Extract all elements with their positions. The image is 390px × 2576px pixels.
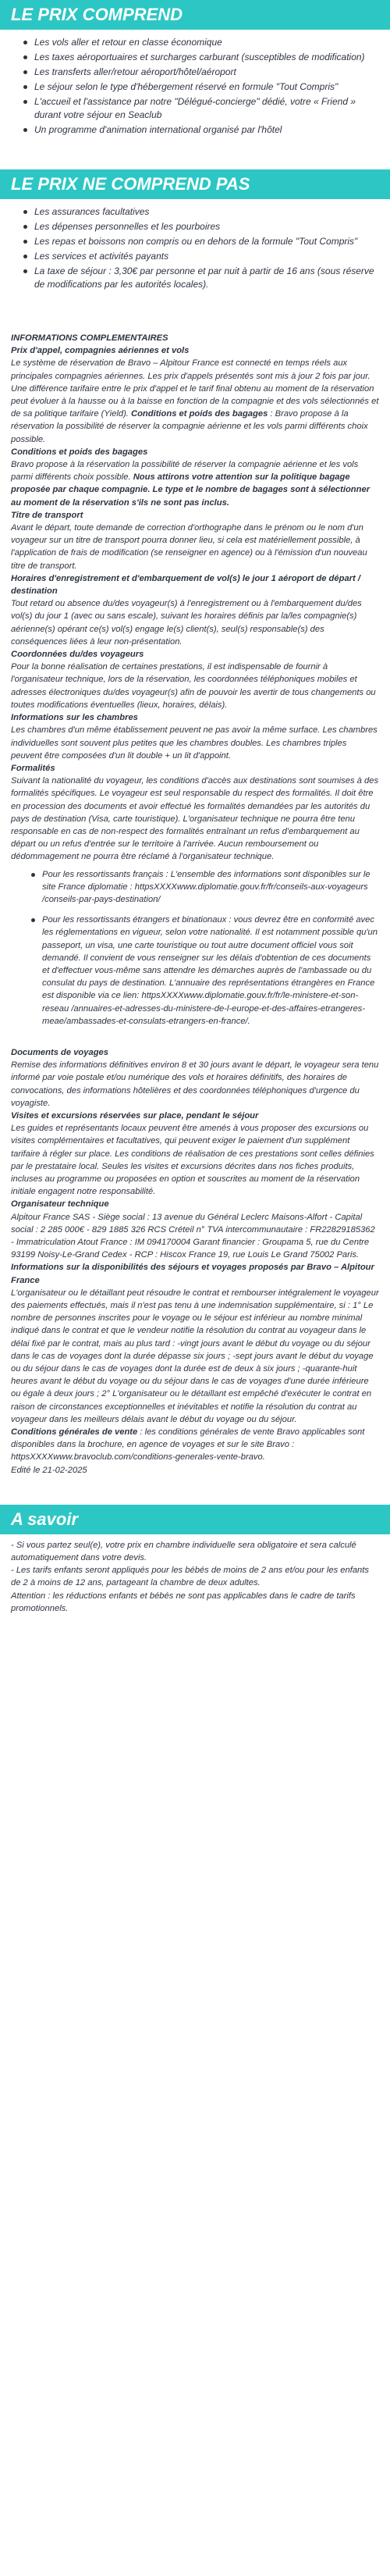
edite-date: Edité le 21-02-2025 [11, 1465, 87, 1475]
bagages-text [11, 458, 379, 509]
excluded-title: LE PRIX NE COMPREND PAS [11, 174, 250, 194]
asavoir-line: - Si vous partez seul(e), votre prix en chambre individuelle sera obligatoire et sera calculé automatiquement dans votre devis. [11, 1540, 356, 1563]
bagages-body: Bravo propose à la réservation la possibilité de réserver la compagnie aérienne et les vols parmi différents choix possible. [11, 460, 359, 483]
organisateur-text: Alpitour France SAS - Siège social : 13 avenue du Général Leclerc Maisons-Alfort - Capital social : 2 285 000€ - 829 1885 326 RCS Créteil n° TVA intercommunautaire : FR22829185362 - Immatriculation Atout France : IM 094170004 Garant financier : Groupama 5, rue du Centre 93199 Noisy-Le-Grand Cedex - RCP : Hiscox France 19, rue Louis Le Grand 75002 Paris. [11, 1212, 375, 1260]
documents-heading: Documents de voyages [11, 1047, 108, 1057]
list-item: Les vols aller et retour en classe économique [34, 36, 379, 49]
cgv-text [11, 1426, 379, 1464]
list-item: Pour les ressortissants français : L'ensemble des informations sont disponibles sur le site France diplomatie : httpsXXXXwww.diplomatie.gouv.fr/fr/conseils-aux-voyageurs /conseils-par-pays-destination/ [42, 868, 379, 907]
bagages-emphasis: Nous attirons votre attention sur la politique bagage proposée par chaque compagnie. Le type et le nombre de bagages sont à sélectionner au moment de la réservation s'ils ne sont pas inclus. [11, 472, 370, 508]
chambres-text: Les chambres d'un même établissement peuvent ne pas avoir la même surface. Les chambres individuelles sont souvent plus petites que les chambres doubles. Les chambres triples peuvent être composées d'un lit double + un lit d'appoint. [11, 725, 378, 761]
documents-text: Remise des informations définitives environ 8 et 30 jours avant le départ, le voyageur sera tenu informé par voie postale et/ou numérique des vols et horaires définitifs, des horaires de convocations, des informations hôtelières et des coordonnées téléphoniques d'urgence du voyagiste. [11, 1060, 379, 1108]
prix-appel-text [11, 357, 379, 445]
horaires-text: Tout retard ou absence du/des voyageur(s) à l'enregistrement ou à l'embarquement du/des vol(s) du jour 1 (avec ou sans escale), suivant les horaires définis par la/les compagnie(s) aérienne(s) opérant ce(s) vol(s) engage le(s) client(s), seul(s) responsable(s) des conséquences liées à leur non-présentation. [11, 599, 362, 647]
horaires-heading: Horaires d'enregistrement et d'embarquement de vol(s) le jour 1 aéroport de départ / destination [11, 573, 360, 597]
visites-text: Les guides et représentants locaux peuvent être amenés à vous proposer des excursions ou visites complémentaires et facultatives, qui peuvent exiger le paiement d'un supplément tarifaire à régler sur place. Les conditions de réalisation de ces prestations sont celles définies par le prestataire local. Seules les visites et excursions décrites dans nos fiches produits, incluses au programme ou proposées en option et souscrites au moment de la réservation initiale engagent notre responsabilité. [11, 1124, 374, 1197]
visites-heading: Visites et excursions réservées sur place, pendant le séjour [11, 1110, 259, 1121]
list-item: La taxe de séjour : 3,30€ par personne et par nuit à partir de 16 ans (sous réserve de modifications par les autorités locales). [34, 265, 379, 291]
additional-info [0, 324, 390, 1484]
bagages-inline-heading: Conditions et poids des bagages [131, 409, 268, 419]
asavoir-title: A savoir [11, 1509, 79, 1529]
list-item: Les taxes aéroportuaires et surcharges carburant (susceptibles de modification) [34, 51, 379, 64]
asavoir-banner [0, 1505, 390, 1534]
disponibilite-text: L'organisateur ou le détaillant peut résoudre le contrat et rembourser intégralement le voyageur des paiements effectués, mais il n'est pas tenu à une indemnisation supplémentaire, si : 1° Le nombre de personnes inscrites pour le voyage ou le séjour est inférieur au nombre minimal indiqué dans le contrat et que le vendeur notifie la résolution du contrat au voyageur dans le délai fixé par le contrat, mais au plus tard : -vingt jours avant le début du voyage ou du séjour dans le cas de voyages dont la durée dépasse six jours ; -sept jours avant le début du voyage ou du séjour dans le cas de voyages dont la durée est de deux à six jours ; -quarante-huit heures avant le début du voyage ou du séjour dans le cas de voyages d'une durée inférieure ou égale à deux jours ; 2° L'organisateur ou le détaillant est empêché d'exécuter le contrat en raison de circonstances exceptionnelles et inévitables et notifie la résolution du contrat au voyageur dans les meilleurs délais avant le début du voyage ou du séjour. [11, 1288, 379, 1424]
list-item: Les dépenses personnelles et les pourboires [34, 220, 379, 233]
prix-appel-heading: Prix d'appel, compagnies aériennes et vols [11, 346, 190, 356]
bagages-heading: Conditions et poids des bagages [11, 447, 148, 457]
info-heading: INFORMATIONS COMPLEMENTAIRES [11, 333, 168, 343]
chambres-heading: Informations sur les chambres [11, 713, 138, 723]
formalites-heading: Formalités [11, 763, 55, 773]
excluded-section [0, 199, 390, 304]
cgv-heading: Conditions générales de vente [11, 1427, 138, 1438]
bagages-inline-body: : Bravo propose à la réservation la possibilité de réserver la compagnie aérienne et les vols parmi différents choix possible. [11, 409, 368, 444]
list-item: Le séjour selon le type d'hébergement réservé en formule "Tout Compris" [34, 80, 379, 94]
list-item: Les transferts aller/retour aéroport/hôtel/aéroport [34, 66, 379, 79]
titre-transport-text: Avant le départ, toute demande de correction d'orthographe dans le prénom ou le nom d'un voyageur sur un titre de transport pourra donner lieu, si cela est matériellement possible, à l'application de frais de modification (se renseigner en agence) ou à l'émission d'un nouveau titre de transport. [11, 523, 367, 571]
excluded-list [11, 205, 379, 291]
included-banner [0, 0, 390, 30]
coordonnees-heading: Coordonnées du/des voyageurs [11, 650, 144, 660]
coordonnees-text: Pour la bonne réalisation de certaines prestations, il est indispensable de fournir à l'organisateur technique, lors de la réservation, les coordonnées téléphoniques mobiles et adresses électroniques du/des voyageur(s) afin de pouvoir les avertir de tous changements ou toutes modifications éventuelles (lieux, horaires, délais). [11, 662, 376, 710]
excluded-banner [0, 169, 390, 199]
included-section [0, 30, 390, 149]
titre-transport-heading: Titre de transport [11, 510, 83, 520]
asavoir-line: Attention : les réductions enfants et bébés ne sont pas applicables dans le cadre de tarifs promotionnels. [11, 1591, 356, 1613]
disponibilite-heading: Informations sur la disponibilités des séjours et voyages proposés par Bravo – Alpitour France [11, 1263, 374, 1285]
asavoir-line: - Les tarifs enfants seront appliqués pour les bébés de moins de 2 ans et/ou pour les enfants de 2 à moins de 12 ans, partageant la chambre de deux adultes. [11, 1566, 369, 1588]
cgv-body: : les conditions générales de vente Bravo applicables sont disponibles dans la brochure, en agence de voyages et sur le site Bravo : httpsXXXXwww.bravoclub.com/conditions-generales-vente-bravo. [11, 1427, 365, 1463]
list-item: Un programme d'animation international organisé par l'hôtel [34, 123, 379, 137]
prix-appel-body: Le système de réservation de Bravo – Alpitour France est connecté en temps réels aux principales compagnies aériennes. Les prix d'appels présentés sont mis à jour 2 fois par jour. Une différence tarifaire entre le prix d'appel et le tarif final obtenu au moment de la réservation peut évoluer à la hausse ou à la baisse en fonction de la compagnie et des vols sélectionnés et de sa politique tarifaire (Yield). [11, 358, 379, 419]
list-item: Les assurances facultatives [34, 205, 379, 219]
formalites-text: Suivant la nationalité du voyageur, les conditions d'accès aux destinations sont soumises à des formalités spécifiques. Le voyageur est seul responsable du respect des formalités. Il doit être en procession des documents et avoir effectué les formalités demandées par les autorités du pays de destination (Visa, carte touristique). L'organisateur technique ne pourra être tenu responsable en cas de non-respect des formalités entraînant un refus d'embarquement au départ ou un refus d'entrée sur le territoire à l'arrivée. Aucun remboursement ou dédommagement ne pourra être réclamé à l'organisateur technique. [11, 776, 379, 862]
formalites-list [11, 868, 379, 1028]
included-list [11, 36, 379, 137]
list-item: Pour les ressortissants étrangers et binationaux : vous devrez être en conformité avec les réglementations en vigueur, selon votre nationalité. Il est notamment possible qu'un passeport, un visa, une carte touristique ou tout autre document officiel vous soit demandé. Il convient de vous renseigner sur les délais d'obtention de ces documents et d'effectuer vous-même sans attendre les démarches auprès de l'ambassade ou du consulat du pays de destination. L'annuaire des représentations étrangères en France est disponible via ce lien: httpsXXXXwww.diplomatie.gouv.fr/fr/le-ministere-et-son-reseau /annuaires-et-adresses-du-ministere-de-l-europe-et-des-affaires-etrangeres-meae/ambassades-et-consulats-etrangers-en-france/. [42, 914, 379, 1028]
list-item: Les services et activités payants [34, 250, 379, 263]
organisateur-heading: Organisateur technique [11, 1199, 109, 1210]
list-item: L'accueil et l'assistance par notre "Délégué-concierge" dédié, votre « Friend » durant votre séjour en Seaclub [34, 95, 379, 122]
included-title: LE PRIX COMPREND [11, 5, 183, 24]
list-item: Les repas et boissons non compris ou en dehors de la formule "Tout Compris" [34, 235, 379, 248]
asavoir-section [0, 1534, 390, 1626]
